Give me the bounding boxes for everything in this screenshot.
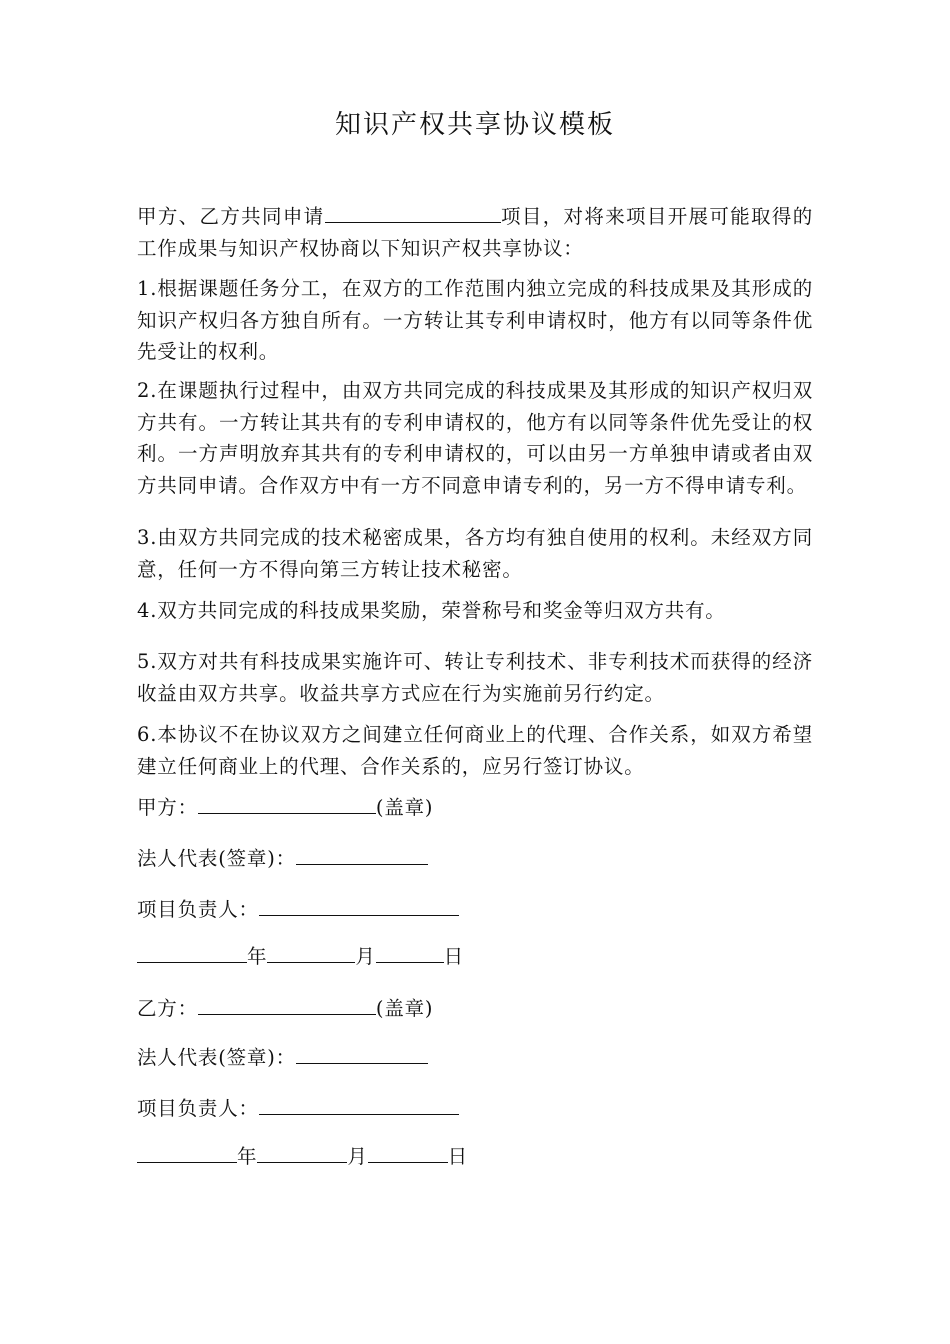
clause-4: 4.双方共同完成的科技成果奖励，荣誉称号和奖金等归双方共有。 bbox=[137, 599, 726, 622]
clause-3: 3.由双方共同完成的技术秘密成果，各方均有独自使用的权利。未经双方同意，任何一方不得向第三方转让技术秘密。 bbox=[137, 526, 813, 581]
party-b-year-blank[interactable] bbox=[137, 1144, 237, 1163]
party-b-month-label: 月 bbox=[347, 1145, 368, 1168]
party-b-legal-rep-line bbox=[137, 1044, 428, 1072]
party-b-date-line bbox=[137, 1143, 468, 1171]
party-a-legal-rep-line bbox=[137, 845, 428, 873]
party-b-project-lead-blank[interactable] bbox=[259, 1096, 459, 1115]
party-b-line bbox=[137, 995, 433, 1023]
party-a-year-blank[interactable] bbox=[137, 944, 247, 963]
party-a-day-blank[interactable] bbox=[376, 944, 444, 963]
party-a-name-blank[interactable] bbox=[198, 795, 376, 814]
party-a-legal-rep-label: 法人代表(签章)： bbox=[137, 847, 296, 870]
party-a-seal: (盖章) bbox=[375, 796, 434, 819]
clause-6: 6.本协议不在协议双方之间建立任何商业上的代理、合作关系，如双方希望建立任何商业上的代理、合作关系的，应另行签订协议。 bbox=[137, 723, 813, 778]
party-a-year-label: 年 bbox=[247, 945, 268, 968]
party-a-legal-rep-blank[interactable] bbox=[296, 846, 428, 865]
party-a-project-lead-line bbox=[137, 896, 459, 924]
project-name-blank[interactable] bbox=[325, 204, 501, 223]
clause-2: 2.在课题执行过程中，由双方共同完成的科技成果及其形成的知识产权归双方共有。一方转让其共有的专利申请权的，他方有以同等条件优先受让的权利。一方声明放弃其共有的专利申请权的，可以由另一方单独申请或者由双方共同申请。合作双方中有一方不同意申请专利的，另一方不得申请专利。 bbox=[137, 379, 813, 497]
party-b-day-label: 日 bbox=[447, 1145, 468, 1168]
party-a-project-lead-label: 项目负责人： bbox=[137, 898, 259, 921]
document-title: 知识产权共享协议模板 bbox=[334, 110, 615, 140]
party-b-day-blank[interactable] bbox=[368, 1144, 448, 1163]
party-b-month-blank[interactable] bbox=[257, 1144, 347, 1163]
party-b-project-lead-line bbox=[137, 1095, 459, 1123]
intro-text-after: 项目，对将来项目开展可能取得的工作成果与知识产权协商以下知识产权共享协议： bbox=[137, 205, 813, 260]
intro-paragraph bbox=[137, 201, 813, 264]
party-a-month-label: 月 bbox=[355, 945, 376, 968]
party-b-legal-rep-blank[interactable] bbox=[296, 1045, 428, 1064]
party-b-name-blank[interactable] bbox=[198, 996, 376, 1015]
party-a-line bbox=[137, 794, 433, 822]
clause-5: 5.双方对共有科技成果实施许可、转让专利技术、非专利技术而获得的经济收益由双方共享。收益共享方式应在行为实施前另行约定。 bbox=[137, 650, 813, 705]
party-a-project-lead-blank[interactable] bbox=[259, 897, 459, 916]
clause-1: 1.根据课题任务分工，在双方的工作范围内独立完成的科技成果及其形成的知识产权归各方独自所有。一方转让其专利申请权时，他方有以同等条件优先受让的权利。 bbox=[137, 277, 813, 363]
party-a-label: 甲方： bbox=[137, 796, 198, 819]
party-a-day-label: 日 bbox=[443, 945, 464, 968]
party-b-label: 乙方： bbox=[137, 997, 198, 1020]
party-b-seal: (盖章) bbox=[375, 997, 434, 1020]
intro-text-before: 甲方、乙方共同申请 bbox=[137, 205, 325, 228]
party-b-project-lead-label: 项目负责人： bbox=[137, 1097, 259, 1120]
party-b-legal-rep-label: 法人代表(签章)： bbox=[137, 1046, 296, 1069]
party-a-date-line bbox=[137, 943, 464, 971]
party-a-month-blank[interactable] bbox=[267, 944, 355, 963]
party-b-year-label: 年 bbox=[237, 1145, 258, 1168]
